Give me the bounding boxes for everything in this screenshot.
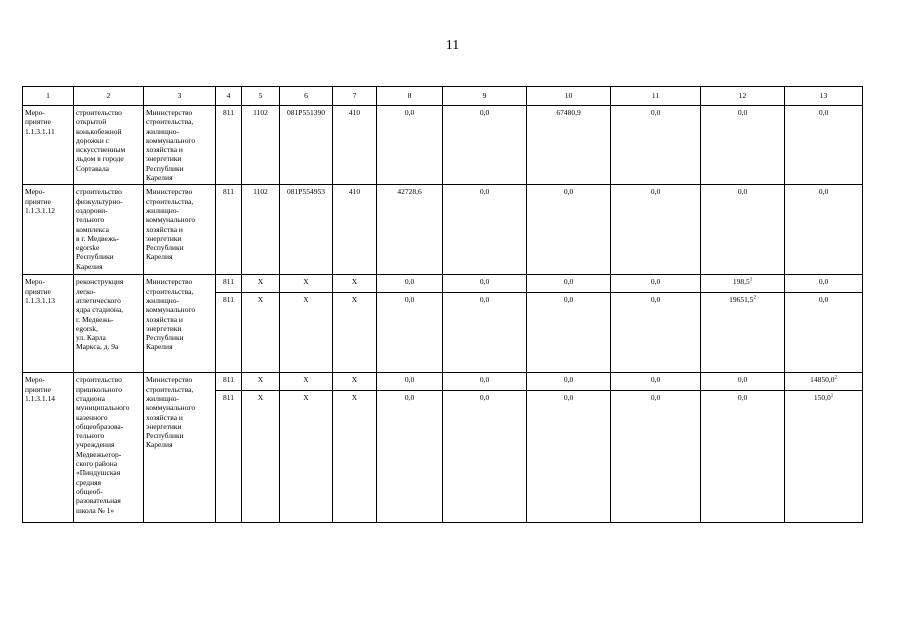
cell-col-9 bbox=[443, 373, 527, 391]
cell-value: Х bbox=[303, 295, 309, 305]
cell-col-7 bbox=[333, 373, 377, 391]
cell-col-10 bbox=[527, 275, 611, 293]
cell-value: Х bbox=[303, 393, 309, 403]
cell-col-6 bbox=[280, 293, 333, 373]
cell-col-7 bbox=[333, 391, 377, 523]
column-header: 6 bbox=[280, 87, 333, 106]
cell-value: Х bbox=[303, 277, 309, 287]
cell-col-6 bbox=[280, 106, 333, 185]
cell-col-5 bbox=[242, 185, 280, 275]
cell-col-9 bbox=[443, 185, 527, 275]
cell-col-6 bbox=[280, 391, 333, 523]
cell-col-7 bbox=[333, 106, 377, 185]
column-header: 4 bbox=[216, 87, 242, 106]
cell-value: 0,0 bbox=[650, 375, 661, 385]
cell-value: 19651,5 bbox=[729, 295, 754, 305]
cell-value: 0,0 bbox=[650, 393, 661, 403]
measure-cell: Меро- приятие 1.1.3.1.11 bbox=[23, 106, 74, 185]
cell-col-6 bbox=[280, 275, 333, 293]
cell-value: 0,0 bbox=[479, 393, 490, 403]
cell-value: 811 bbox=[223, 295, 234, 305]
name-cell: строительство открытой конькобежной дорожки с искусственным льдом в городе Сортавала bbox=[74, 106, 144, 185]
cell-col-13 bbox=[785, 391, 863, 523]
cell-value: Х bbox=[303, 375, 309, 385]
cell-value: 0,0 bbox=[737, 108, 748, 117]
cell-value: 0,0 bbox=[650, 108, 661, 117]
cell-value: 811 bbox=[223, 108, 234, 117]
cell-value: Х bbox=[351, 375, 358, 385]
page-number: 11 bbox=[445, 38, 460, 53]
cell-value: 811 bbox=[223, 187, 234, 197]
cell-value: Х bbox=[257, 375, 264, 385]
footnote-marker: 1 bbox=[749, 277, 753, 283]
cell-col-9 bbox=[443, 391, 527, 523]
cell-value: 0,0 bbox=[479, 277, 490, 287]
cell-value: 0,0 bbox=[563, 375, 574, 385]
cell-col-4 bbox=[216, 106, 242, 185]
cell-value: 0,0 bbox=[563, 187, 574, 197]
column-header: 1 bbox=[23, 87, 74, 106]
cell-value: 0,0 bbox=[563, 295, 574, 305]
cell-value: 811 bbox=[223, 277, 234, 287]
footnote-marker: 1 bbox=[830, 393, 834, 399]
cell-col-5 bbox=[242, 293, 280, 373]
name-cell: реконструкция легко- атлетического ядра стадиона, г. Медвежь- egorsk, ул. Карла Маркса, д. 9а bbox=[74, 275, 144, 373]
cell-col-4 bbox=[216, 391, 242, 523]
cell-value: 0,0 bbox=[650, 187, 661, 197]
cell-value: 0,0 bbox=[818, 295, 829, 305]
cell-value: Х bbox=[351, 393, 358, 403]
cell-col-4 bbox=[216, 293, 242, 373]
cell-col-11 bbox=[611, 391, 701, 523]
cell-value: 0,0 bbox=[479, 295, 490, 305]
cell-col-5 bbox=[242, 391, 280, 523]
measure-cell: Меро- приятие 1.1.3.1.14 bbox=[23, 373, 74, 523]
name-cell: строительство физкультурно- оздорови- тельного комплекса в г. Медвежь- egorske Республики Карелия bbox=[74, 185, 144, 275]
cell-col-10 bbox=[527, 185, 611, 275]
cell-col-12 bbox=[701, 293, 785, 373]
cell-value: 811 bbox=[223, 393, 234, 403]
budget-table bbox=[22, 86, 863, 523]
footnote-marker: 2 bbox=[834, 375, 837, 381]
cell-col-11 bbox=[611, 373, 701, 391]
cell-value: 0,0 bbox=[479, 187, 490, 197]
cell-col-7 bbox=[333, 275, 377, 293]
cell-col-4 bbox=[216, 373, 242, 391]
cell-col-10 bbox=[527, 391, 611, 523]
column-header: 13 bbox=[785, 87, 863, 106]
name-cell: строительство пришкольного стадиона муниципального казенного общеобразова- тельного учреждения Медвежьегор- ского района «Пиндушская средняя общеоб- разовательная школа № 1» bbox=[74, 373, 144, 523]
cell-col-4 bbox=[216, 185, 242, 275]
measure-cell: Меро- приятие 1.1.3.1.13 bbox=[23, 275, 74, 373]
cell-value: 811 bbox=[223, 375, 234, 385]
cell-value: 0,0 bbox=[404, 277, 415, 287]
cell-col-8 bbox=[377, 106, 443, 185]
cell-col-8 bbox=[377, 293, 443, 373]
cell-value: 0,0 bbox=[479, 108, 490, 117]
cell-value: 198,5 bbox=[732, 277, 750, 287]
cell-col-11 bbox=[611, 185, 701, 275]
cell-col-13 bbox=[785, 106, 863, 185]
column-header: 9 bbox=[443, 87, 527, 106]
cell-col-6 bbox=[280, 373, 333, 391]
header-row bbox=[23, 87, 863, 106]
cell-value: Х bbox=[351, 277, 358, 287]
cell-col-13 bbox=[785, 373, 863, 391]
cell-value: 0,0 bbox=[737, 187, 748, 197]
cell-value: 0,0 bbox=[650, 295, 661, 305]
cell-value: 1102 bbox=[253, 187, 268, 197]
cell-value: 0,0 bbox=[563, 393, 574, 403]
column-header: 12 bbox=[701, 87, 785, 106]
cell-col-12 bbox=[701, 373, 785, 391]
table-row bbox=[23, 275, 863, 293]
cell-col-5 bbox=[242, 373, 280, 391]
cell-col-8 bbox=[377, 391, 443, 523]
cell-value: 0,0 bbox=[404, 108, 415, 117]
cell-value: Х bbox=[257, 277, 264, 287]
cell-col-9 bbox=[443, 106, 527, 185]
table-row bbox=[23, 185, 863, 275]
cell-col-12 bbox=[701, 106, 785, 185]
cell-col-13 bbox=[785, 185, 863, 275]
cell-value: 410 bbox=[348, 187, 361, 197]
cell-col-11 bbox=[611, 275, 701, 293]
column-header: 7 bbox=[333, 87, 377, 106]
cell-value: 150,0 bbox=[813, 393, 831, 403]
cell-col-12 bbox=[701, 275, 785, 293]
cell-col-13 bbox=[785, 293, 863, 373]
cell-col-5 bbox=[242, 275, 280, 293]
cell-value: 0,0 bbox=[404, 295, 415, 305]
cell-value: 0,0 bbox=[650, 277, 661, 287]
cell-col-10 bbox=[527, 373, 611, 391]
cell-value: 0,0 bbox=[404, 375, 415, 385]
cell-col-11 bbox=[611, 106, 701, 185]
cell-value: 0,0 bbox=[563, 277, 574, 287]
cell-value: 0,0 bbox=[737, 375, 748, 385]
cell-col-13 bbox=[785, 275, 863, 293]
measure-cell: Меро- приятие 1.1.3.1.12 bbox=[23, 185, 74, 275]
column-header: 5 bbox=[242, 87, 280, 106]
cell-col-7 bbox=[333, 293, 377, 373]
cell-value: Х bbox=[257, 295, 264, 305]
cell-col-10 bbox=[527, 106, 611, 185]
cell-col-7 bbox=[333, 185, 377, 275]
column-header: 11 bbox=[611, 87, 701, 106]
executor-cell: Министерство строительства, жилищно- коммунального хозяйства и энергетики Республики Карелия bbox=[144, 373, 216, 523]
cell-value: 081P551390 bbox=[287, 108, 325, 117]
cell-value: 14850,0 bbox=[810, 375, 835, 385]
footnote-marker: 2 bbox=[753, 295, 756, 301]
cell-col-12 bbox=[701, 185, 785, 275]
cell-col-5 bbox=[242, 106, 280, 185]
cell-value: Х bbox=[257, 393, 264, 403]
cell-col-9 bbox=[443, 293, 527, 373]
table-row bbox=[23, 106, 863, 185]
cell-value: 42728,6 bbox=[397, 187, 422, 197]
column-header: 3 bbox=[144, 87, 216, 106]
cell-value: 0,0 bbox=[818, 277, 829, 287]
cell-col-12 bbox=[701, 391, 785, 523]
cell-value: 081P554953 bbox=[287, 187, 325, 197]
cell-value: 67480,9 bbox=[556, 108, 581, 117]
cell-col-6 bbox=[280, 185, 333, 275]
cell-value: 0,0 bbox=[479, 375, 490, 385]
cell-col-8 bbox=[377, 275, 443, 293]
column-header: 2 bbox=[74, 87, 144, 106]
cell-col-4 bbox=[216, 275, 242, 293]
cell-col-8 bbox=[377, 185, 443, 275]
cell-value: 0,0 bbox=[818, 108, 829, 117]
cell-col-11 bbox=[611, 293, 701, 373]
cell-value: 0,0 bbox=[818, 187, 829, 197]
cell-col-8 bbox=[377, 373, 443, 391]
cell-col-9 bbox=[443, 275, 527, 293]
cell-value: Х bbox=[351, 295, 358, 305]
cell-value: 1102 bbox=[253, 108, 268, 117]
table-row bbox=[23, 373, 863, 391]
column-header: 8 bbox=[377, 87, 443, 106]
column-header: 10 bbox=[527, 87, 611, 106]
executor-cell: Министерство строительства, жилищно- коммунального хозяйства и энергетики Республики Карелия bbox=[144, 185, 216, 275]
cell-value: 410 bbox=[348, 108, 361, 117]
executor-cell: Министерство строительства, жилищно- коммунального хозяйства и энергетики Республики Карелия bbox=[144, 275, 216, 373]
executor-cell: Министерство строительства, жилищно- коммунального хозяйства и энергетики Республики Карелия bbox=[144, 106, 216, 185]
cell-value: 0,0 bbox=[737, 393, 748, 403]
cell-value: 0,0 bbox=[404, 393, 415, 403]
cell-col-10 bbox=[527, 293, 611, 373]
